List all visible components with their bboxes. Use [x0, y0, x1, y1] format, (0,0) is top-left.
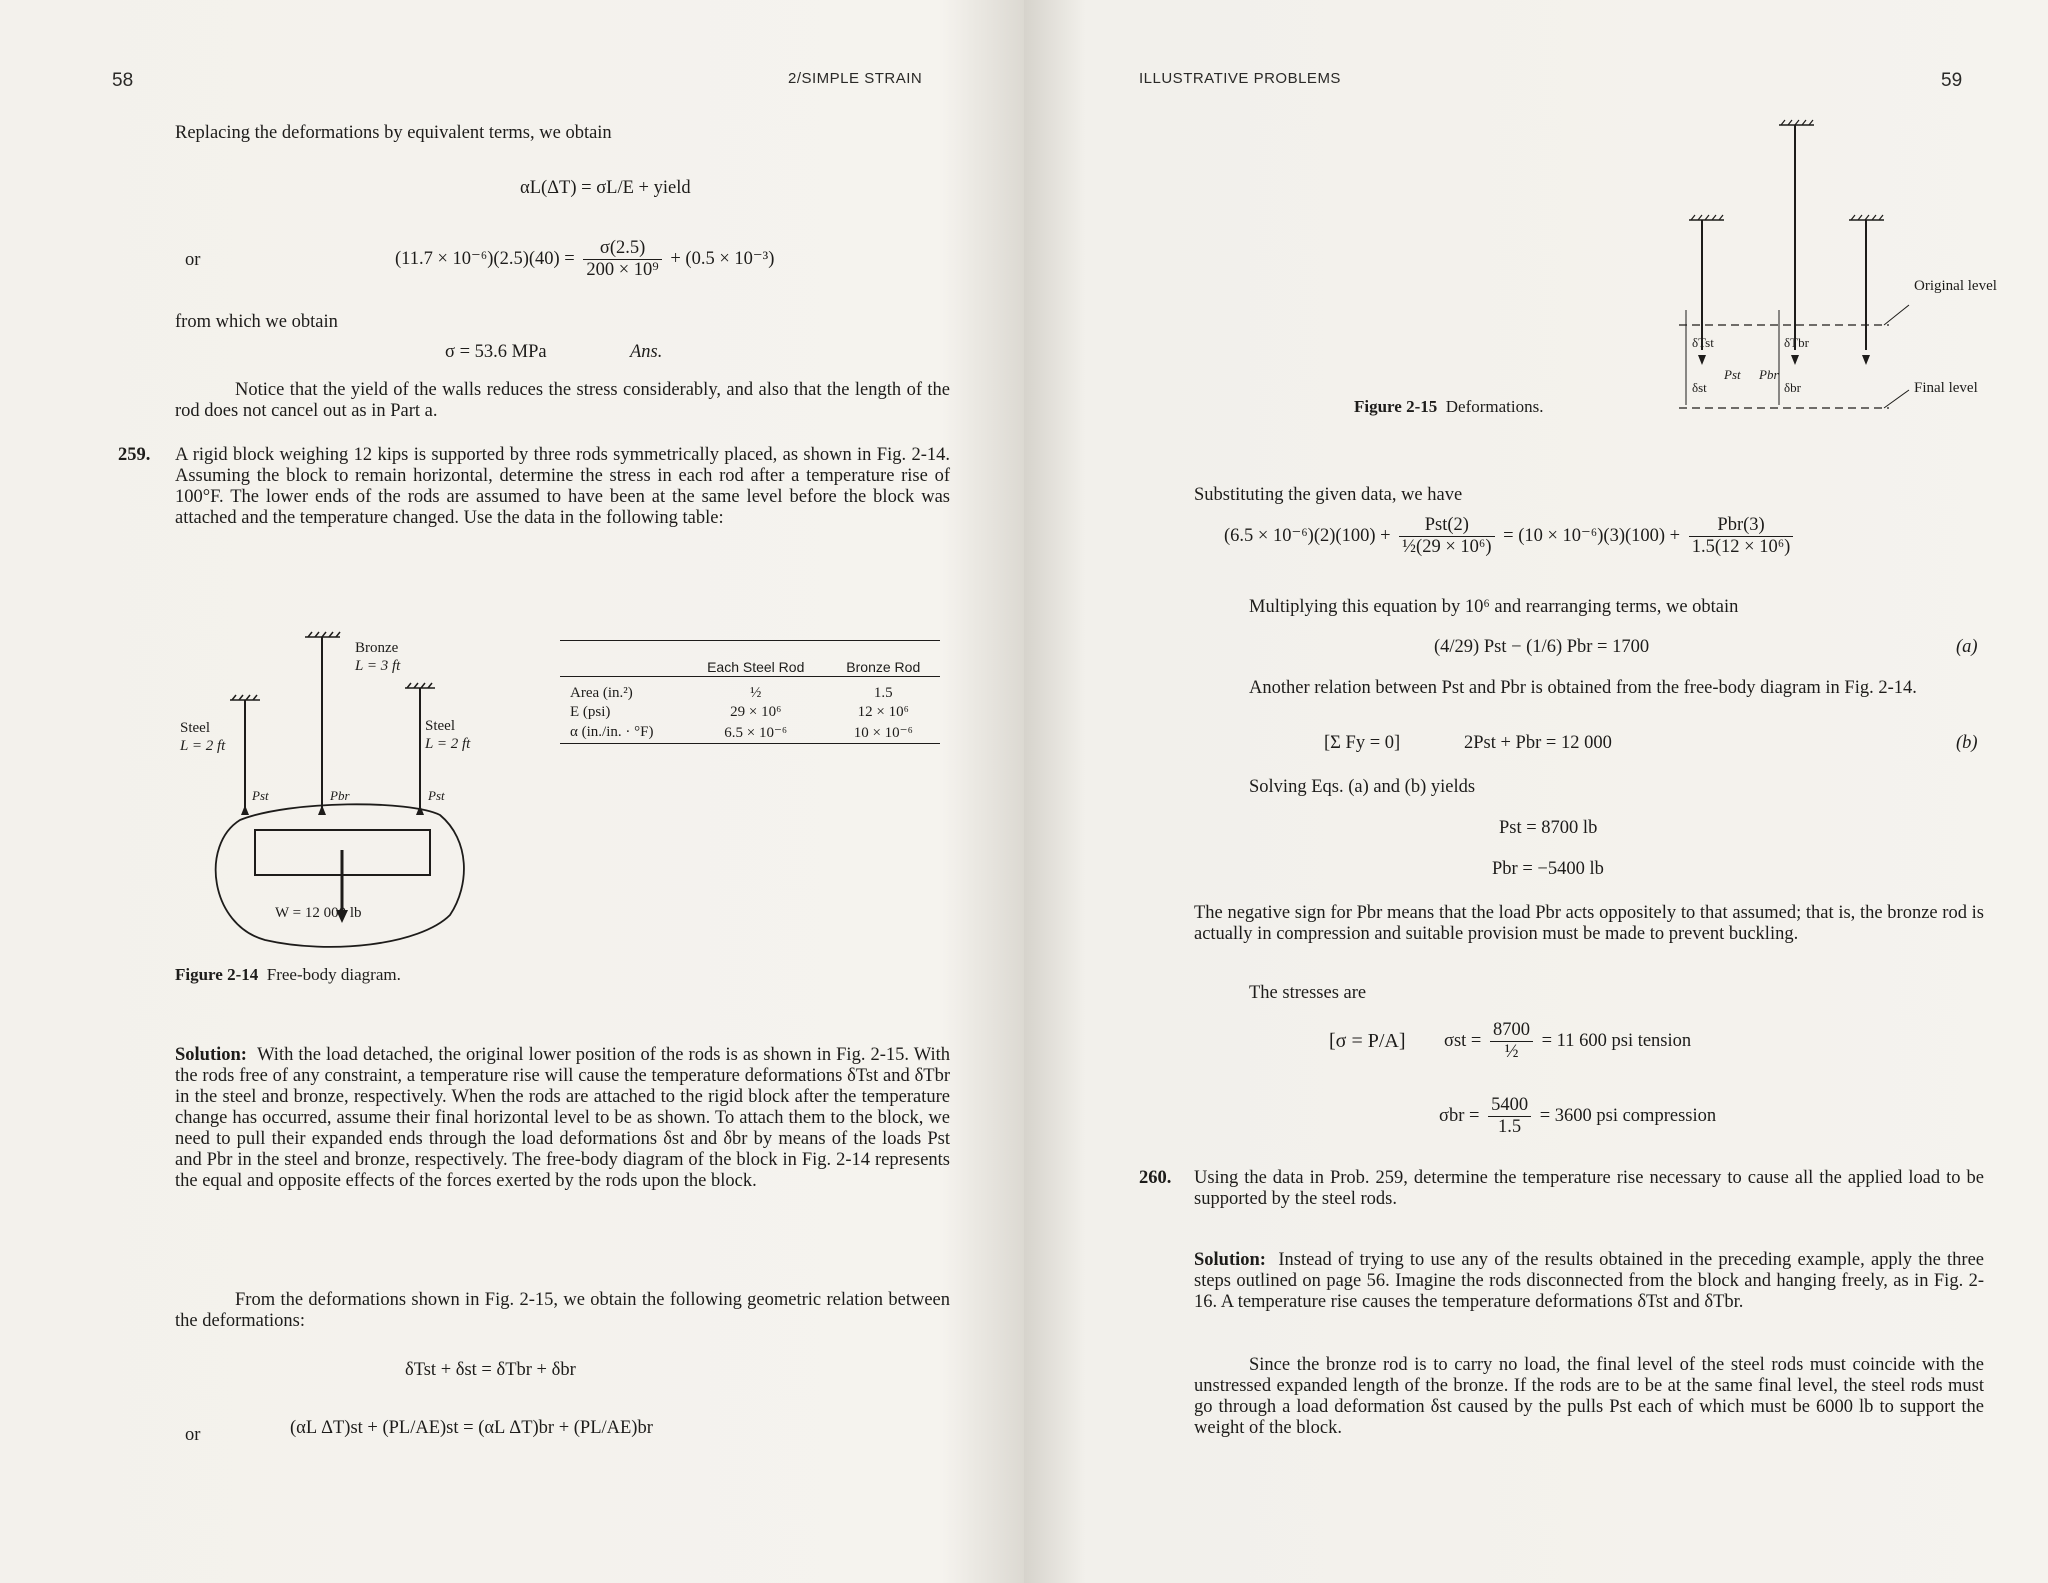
substituting-text: Substituting the given data, we have: [1194, 485, 1463, 505]
geometric-equation: δTst + δst = δTbr + δbr: [405, 1360, 576, 1380]
running-head: 2/SIMPLE STRAIN: [788, 70, 923, 87]
delta-tbr-label: δTbr: [1784, 335, 1809, 350]
another-relation-text: Another relation between Pst and Pbr is obtained from the free-body diagram in Fig. 2-14.: [1249, 678, 1917, 698]
ans-label: Ans.: [630, 342, 663, 362]
force-pbr: Pbr: [330, 788, 350, 803]
intro-text: Replacing the deformations by equivalent terms, we obtain: [175, 123, 612, 143]
page-number: 58: [112, 70, 134, 91]
problem-number: 259.: [118, 445, 151, 465]
delta-tst-label: δTst: [1692, 335, 1714, 350]
solution-260-paragraph-2: Since the bronze rod is to carry no load, the final level of the steel rods must coincide with the unstressed expanded length of the bronze. If the rods are to be at the same final level, the steel rods must go through a load deformation δst caused by the pulls Pst each of which must be 6000 lb to support the weight of the block.: [1194, 1355, 1984, 1438]
sigma-st-equation: σst = $\frac{8700}{\text{½}}$ = 11 600 psi tension: [1444, 1020, 1692, 1062]
equation-1: αL(ΔT) = σL/E + yield: [520, 178, 691, 198]
delta-br-label: δbr: [1784, 380, 1801, 395]
solution-paragraph: Solution: With the load detached, the original lower position of the rods is as shown in Fig. 2-15. With the rods free of any constraint, a temperature rise will cause the temperature deformations δTst and δTbr in the steel and bronze, respectively. When the rods are attached to the rigid block after the temperature change has occurred, assume their final horizontal level to be as shown. To attach them to the block, we need to pull their expanded ends through the load deformations δst and δbr by means of the loads Pst and Pbr in the steel and bronze, respectively. The free-body diagram of the block in Fig. 2-14 represents the equal and opposite effects of the forces exerted by the rods upon the block.: [175, 1045, 950, 1191]
notice-paragraph: Notice that the yield of the walls reduces the stress considerably, and also that the length of the rod does not cancel out as in Part a.: [175, 380, 950, 421]
running-head: ILLUSTRATIVE PROBLEMS: [1139, 70, 1341, 87]
force-pst-left: Pst: [252, 788, 269, 803]
force-pbr-label: Pbr: [1759, 367, 1779, 382]
multiplying-text: Multiplying this equation by 10⁶ and rearranging terms, we obtain: [1249, 597, 1739, 617]
substituted-equation: (6.5 × 10⁻⁶)(2)(100) + $\frac{\text{Pst(2)}}{\text{½(29 × 10⁶)}}$ = (10 × 10⁻⁶)(3)(100) + $\frac{\text{Pbr(3)}}{\text{1.5(12 × 10⁶)}}$: [1224, 515, 1797, 558]
bronze-length: L = 3 ft: [355, 658, 401, 674]
stresses-are-text: The stresses are: [1249, 983, 1367, 1003]
table-header-row: Each Steel Rod Bronze Rod: [560, 641, 940, 677]
sum-fy-label: [Σ Fy = 0]: [1324, 733, 1401, 753]
steel-left-length: L = 2 ft: [180, 738, 226, 754]
force-pst-right: Pst: [428, 788, 445, 803]
page-number: 59: [1941, 70, 1963, 91]
or-label: or: [185, 250, 201, 270]
original-level-label: Original level: [1914, 278, 1997, 294]
problem-260-number: 260.: [1139, 1168, 1172, 1188]
pst-result: Pst = 8700 lb: [1499, 818, 1598, 838]
equation-2: (11.7 × 10⁻⁶)(2.5)(40) = $\frac{\sigma(2.5)}{\text{200 × 10⁹}}$ + (0.5 × 10⁻³): [395, 238, 775, 280]
pbr-result: Pbr = −5400 lb: [1492, 859, 1604, 879]
equation-b: 2Pst + Pbr = 12 000: [1464, 733, 1612, 753]
figure-2-14-caption: Figure 2-14 Free-body diagram.: [175, 965, 401, 984]
equation-b-tag: (b): [1956, 733, 1978, 753]
final-or-label: or: [185, 1425, 201, 1445]
solving-text: Solving Eqs. (a) and (b) yields: [1249, 777, 1476, 797]
force-pst-label: Pst: [1724, 367, 1741, 382]
negative-sign-text: The negative sign for Pbr means that the load Pbr acts oppositely to that assumed; that is, the bronze rod is actually in compression and suitable provision must be made to prevent buckling.: [1194, 903, 1984, 944]
solution-260-paragraph: Solution: Instead of trying to use any of the results obtained in the preceding example, apply the three steps outlined on page 56. Imagine the rods disconnected from the block and hanging freely, as in Fig. 2-16. A temperature rise causes the temperature deformations δTst and δTbr.: [1194, 1250, 1984, 1312]
delta-st-label: δst: [1692, 380, 1707, 395]
from-which-text: from which we obtain: [175, 312, 338, 332]
result-stress: σ = 53.6 MPa: [445, 342, 547, 362]
figure-2-15-caption: Figure 2-15 Deformations.: [1354, 397, 1544, 416]
final-level-label: Final level: [1914, 380, 1978, 396]
right-page: [1024, 0, 2048, 1583]
from-deformations-paragraph: From the deformations shown in Fig. 2-15, we obtain the following geometric relation between the deformations:: [175, 1290, 950, 1331]
problem-text: A rigid block weighing 12 kips is supported by three rods symmetrically placed, as shown in Fig. 2-14. Assuming the block to remain horizontal, determine the stress in each rod after a temperature rise of 100°F. The lower ends of the rods are assumed to have been at the same level before the block was attached and the temperature changed. Use the data in the following table:: [175, 445, 950, 528]
equation-2-fraction: $\frac{\sigma(2.5)}{\text{200 × 10⁹}}$: [583, 238, 661, 281]
sigma-definition: [σ = P/A]: [1329, 1030, 1406, 1052]
steel-right-length: L = 2 ft: [425, 736, 471, 752]
problem-260-text: Using the data in Prob. 259, determine the temperature rise necessary to cause all the applied load to be supported by the steel rods.: [1194, 1168, 1984, 1209]
final-equation: (αL ΔT)st + (PL/AE)st = (αL ΔT)br + (PL/AE)br: [290, 1418, 653, 1438]
table-row: E (psi) 29 × 10⁶ 12 × 10⁶: [570, 704, 909, 720]
steel-left-label: Steel: [180, 720, 210, 736]
free-body-diagram: [170, 615, 470, 955]
equation-a: (4/29) Pst − (1/6) Pbr = 1700: [1434, 637, 1650, 657]
steel-right-label: Steel: [425, 718, 455, 734]
weight-label: W = 12 000 lb: [275, 905, 362, 921]
table-row: Area (in.²) ½ 1.5: [570, 685, 893, 701]
sigma-br-equation: σbr = $\frac{5400}{1.5}$ = 3600 psi compression: [1439, 1095, 1717, 1137]
bronze-label: Bronze: [355, 640, 399, 656]
table-row: α (in./in. · °F) 6.5 × 10⁻⁶ 10 × 10⁻⁶: [560, 722, 940, 744]
deformations-diagram: [1634, 115, 1934, 415]
equation-a-tag: (a): [1956, 637, 1978, 657]
material-properties-table: [560, 640, 940, 744]
